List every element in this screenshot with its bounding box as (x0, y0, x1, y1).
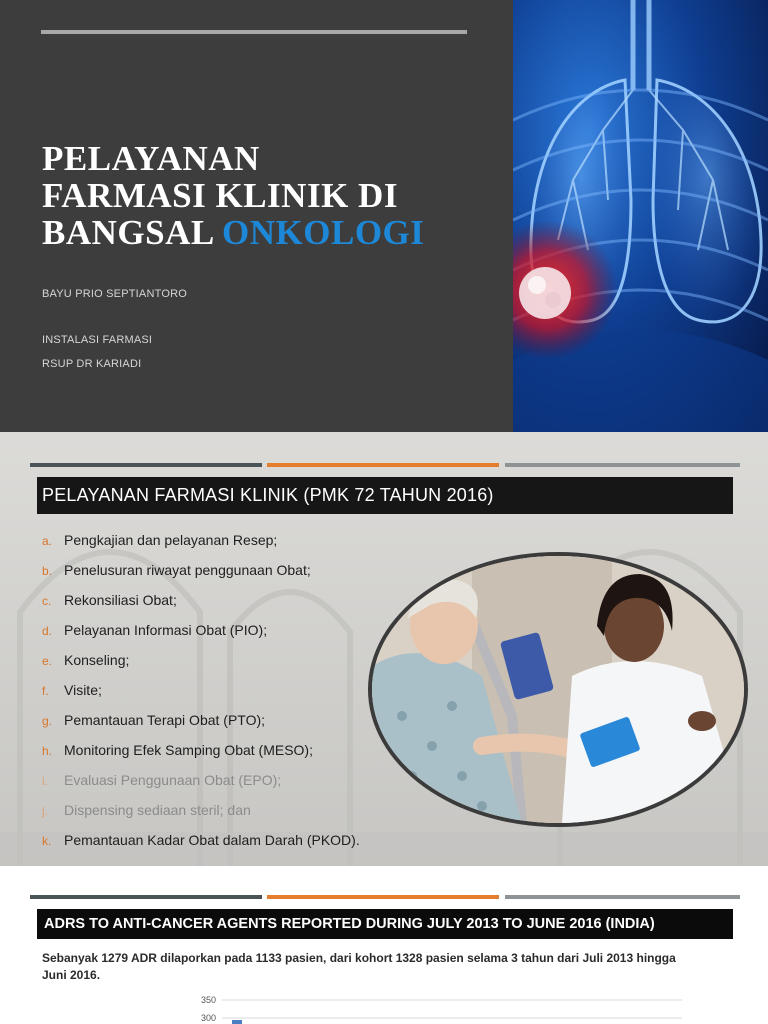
clinical-pharmacy-slide (0, 432, 768, 866)
list-item-text: Dispensing sediaan steril; dan (64, 802, 251, 818)
title-accent-bar (41, 30, 467, 34)
list-letter: f. (42, 684, 49, 698)
list-letter: a. (42, 534, 53, 548)
list-item (42, 530, 360, 560)
list-letter: b. (42, 564, 53, 578)
divider-segment-gray (505, 463, 740, 467)
divider-segment-orange (267, 463, 499, 467)
list-letter: h. (42, 744, 53, 758)
list-item (42, 740, 360, 770)
list-item-text: Konseling; (64, 652, 130, 668)
list-item (42, 770, 360, 800)
adr-heading: ADRS TO ANTI-CANCER AGENTS REPORTED DURING JULY 2013 TO JUNE 2016 (INDIA) (37, 909, 733, 939)
title-slide (0, 0, 768, 432)
pharmacist-patient-photo-icon (368, 552, 748, 827)
list-item-text: Pengkajian dan pelayanan Resep; (64, 532, 278, 548)
y-tick-label-350: 350 (200, 995, 216, 1005)
list-item (42, 800, 360, 830)
title-line-2: FARMASI KLINIK DI (42, 176, 398, 215)
list-item-text: Monitoring Efek Samping Obat (MESO); (64, 742, 313, 758)
services-list (42, 530, 360, 860)
chart-bar (232, 1020, 242, 1024)
list-letter: g. (42, 714, 53, 728)
author-name: BAYU PRIO SEPTIANTORO (42, 288, 187, 300)
slide-title (42, 140, 502, 251)
lung-tumor-illustration-icon (513, 0, 768, 432)
list-item-text: Penelusuran riwayat penggunaan Obat; (64, 562, 311, 578)
list-letter: c. (42, 594, 52, 608)
adr-chart (190, 994, 690, 1024)
list-item-text: Pemantauan Kadar Obat dalam Darah (PKOD). (64, 832, 360, 848)
adr-slide (0, 866, 768, 1024)
list-letter: j. (42, 804, 48, 818)
institution-line-2: RSUP DR KARIADI (42, 358, 142, 370)
divider-segment-gray (505, 895, 740, 899)
list-item-text: Pemantauan Terapi Obat (PTO); (64, 712, 266, 728)
list-item (42, 650, 360, 680)
list-item-text: Visite; (64, 682, 102, 698)
list-item (42, 620, 360, 650)
list-item (42, 560, 360, 590)
divider-segment-orange (267, 895, 499, 899)
adr-summary-text: Sebanyak 1279 ADR dilaporkan pada 1133 pasien, dari kohort 1328 pasien selama 3 tahun dari Juli 2013 hingga Juni 2016. (42, 951, 676, 982)
list-item (42, 830, 360, 860)
divider-segment-dark (30, 463, 262, 467)
list-letter: i. (42, 774, 48, 788)
list-letter: d. (42, 624, 53, 638)
list-item-text: Evaluasi Penggunaan Obat (EPO); (64, 772, 282, 788)
list-item (42, 710, 360, 740)
list-letter: k. (42, 834, 52, 848)
section-heading: PELAYANAN FARMASI KLINIK (PMK 72 TAHUN 2016) (37, 477, 733, 514)
title-line-1: PELAYANAN (42, 139, 260, 178)
list-item (42, 680, 360, 710)
list-letter: e. (42, 654, 53, 668)
title-highlight: ONKOLOGI (222, 213, 425, 252)
institution-line-1: INSTALASI FARMASI (42, 334, 153, 346)
list-item-text: Rekonsiliasi Obat; (64, 592, 177, 608)
list-item (42, 590, 360, 620)
divider-segment-dark (30, 895, 262, 899)
list-item-text: Pelayanan Informasi Obat (PIO); (64, 622, 268, 638)
title-line-3: BANGSAL (42, 213, 223, 252)
y-tick-label-300: 300 (200, 1013, 216, 1023)
